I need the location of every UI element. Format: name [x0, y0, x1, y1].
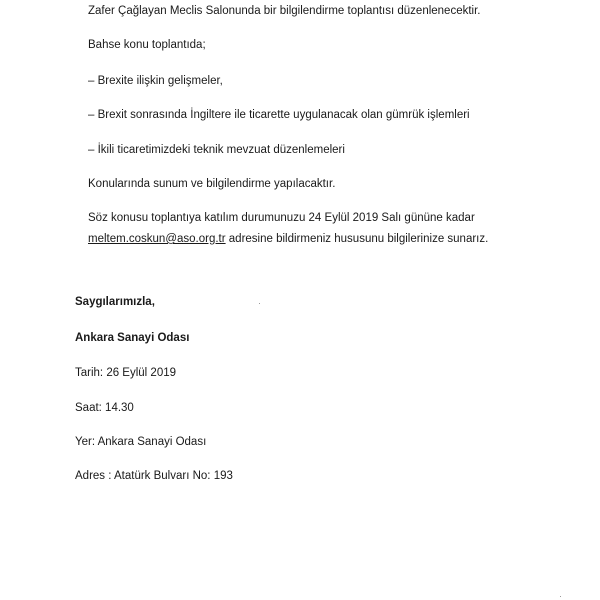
rsvp-email-link[interactable]: meltem.coskun@aso.org.tr: [88, 233, 226, 245]
intro-line: Zafer Çağlayan Meclis Salonunda bir bilgilendirme toplantısı düzenlenecektir.: [88, 5, 481, 17]
rsvp-line-2-text: adresine bildirmeniz hususunu bilgilerinize sunarız.: [225, 233, 489, 245]
topic-intro: Bahse konu toplantıda;: [88, 39, 206, 51]
topic-item-customs-procedures: – Brexit sonrasında İngiltere ile ticarette uygulanacak olan gümrük işlemleri: [88, 109, 470, 121]
scan-speck: [560, 596, 561, 597]
rsvp-line: Söz konusu toplantıya katılım durumunuzu 24 Eylül 2019 Salı gününe kadar: [88, 212, 475, 224]
topic-item-technical-regulations: – İkili ticaretimizdeki teknik mevzuat düzenlemeleri: [88, 144, 345, 156]
topic-outro: Konularında sunum ve bilgilendirme yapılacaktır.: [88, 178, 336, 190]
meeting-place: Yer: Ankara Sanayi Odası: [75, 436, 207, 448]
meeting-address: Adres : Atatürk Bulvarı No: 193: [75, 470, 233, 482]
topic-item-brexit-developments: – Brexite ilişkin gelişmeler,: [88, 75, 223, 87]
salutation: Saygılarımızla,: [75, 296, 155, 308]
scan-speck: [259, 303, 260, 304]
rsvp-line-2: [88, 232, 488, 246]
meeting-time: Saat: 14.30: [75, 402, 134, 414]
organization-name: Ankara Sanayi Odası: [75, 332, 190, 344]
meeting-date: Tarih: 26 Eylül 2019: [75, 367, 177, 379]
